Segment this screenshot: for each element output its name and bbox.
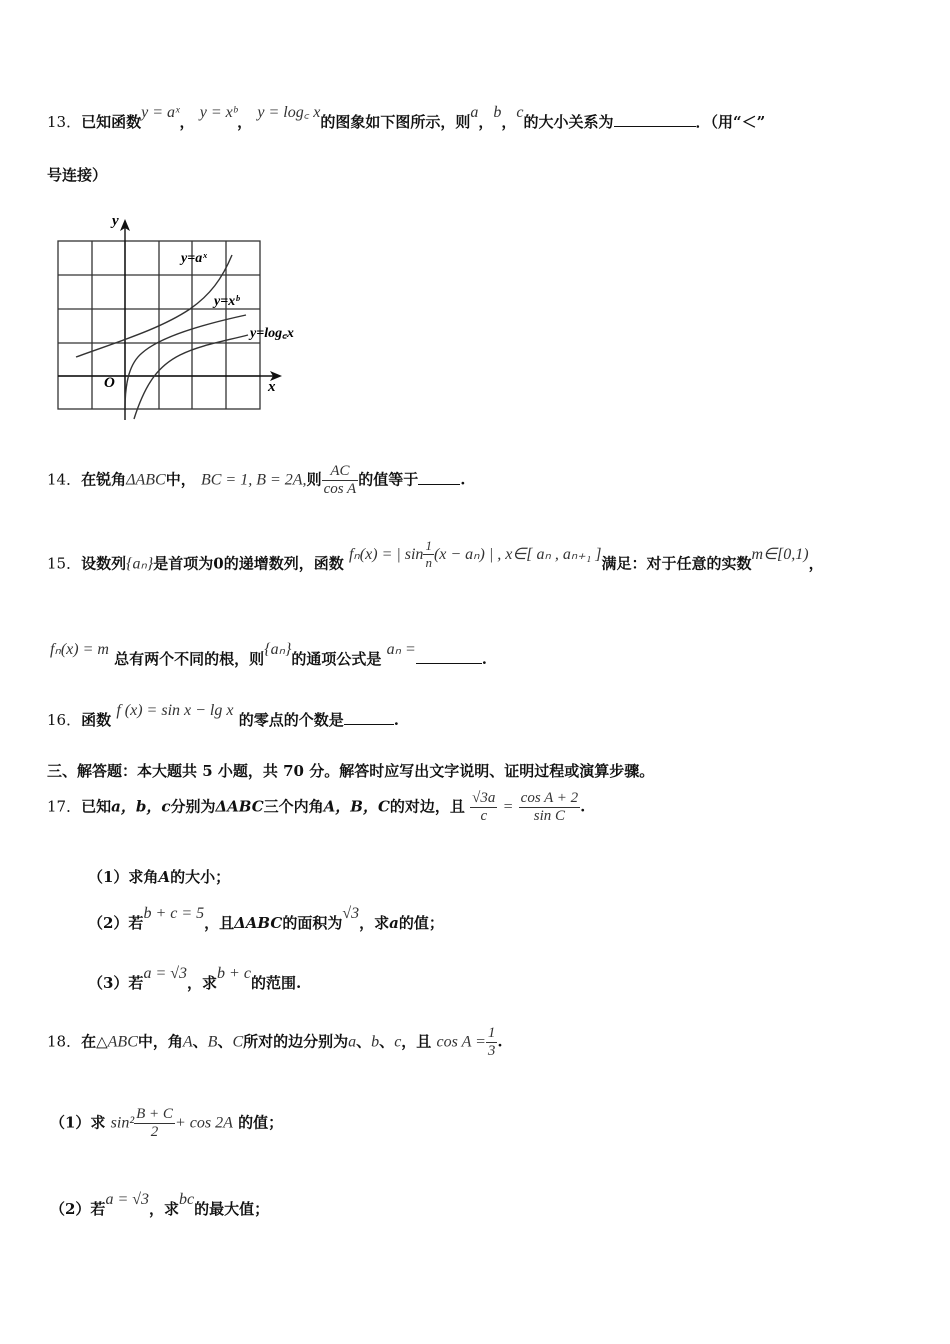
frac-bottom: c [470,807,497,825]
q18-text: . [497,1032,503,1051]
q18-p1-sin: sin² [110,1114,135,1132]
curve-exp [76,255,232,357]
q13-sep: ， [237,113,253,131]
q17-p2-text: ，求 [359,914,390,932]
frac-top: cos A + 2 [520,790,579,806]
q15-an: aₙ = [386,641,416,658]
q14-condition: BC = 1, B = 2A, [200,471,307,489]
q17-p3-expr: b + c [217,965,251,982]
q18-p2-text: 的最大值； [194,1200,270,1218]
q17-part3 [88,965,302,993]
q15-text: . [481,650,488,668]
q15-line1 [47,538,824,581]
q18-sep: 、 [379,1032,395,1051]
q15-text: 设数列 [81,554,127,573]
q17-number: 17． [47,797,82,816]
q17-rhs-fraction [519,790,581,825]
q17-lhs-fraction [470,790,497,825]
q15-text: 满足：对于任意的实数 [601,554,752,573]
q17-text: 分别为 [170,797,216,816]
q13-text: 的图象如下图所示，则 [320,113,471,131]
q18-text: 中，角 [137,1032,183,1051]
q18-triangle: ABC [107,1033,138,1051]
q15-m-range: m∈[0,1) [751,545,809,563]
q16-line [47,702,399,730]
q17-p1-A: A [158,868,171,886]
q18-a: a [348,1033,357,1051]
q15-function: fₙ(x) = | sin [348,545,424,563]
q17-vars: a，b，c [111,797,171,816]
q16-number: 16． [47,711,82,729]
q15-number: 15． [47,554,82,573]
q17-p2-text: 的值； [398,914,444,932]
q17-p3-label: （3）若 [88,974,144,992]
q18-A: A [182,1033,193,1051]
q17-p1-text: 的大小； [170,868,231,886]
q16-function: f (x) = sin x − lg x [116,702,234,719]
frac-bottom: cos A [323,481,357,497]
q16-text: . [393,711,399,729]
label-log: y=log꜀x [250,326,294,341]
q15-function-rest: (x − aₙ) | , x∈[ aₙ , aₙ₊₁ ] [433,545,602,563]
q15-sequence: {aₙ} [264,641,292,658]
x-axis-label: x [268,379,276,395]
q14-text: 中， [165,470,196,489]
q16-text: 函数 [81,711,112,729]
function-graph [50,205,315,425]
q16-text: 的零点的个数是 [238,711,344,729]
q17-text: . [580,797,586,816]
q14-triangle: ΔABC [126,471,166,489]
frac-top: 1 [487,1025,496,1041]
frac-bottom: 3 [487,1043,496,1059]
q17-line [47,790,585,825]
q18-sep: 、 [356,1032,372,1051]
answer-blank [614,114,696,127]
q17-p3-text: ，求 [187,974,218,992]
q13-var-b: b [493,104,502,121]
q17-p2-area: √3 [342,905,360,922]
q15-text: 是首项为 [153,554,214,573]
q18-c: c [394,1033,402,1051]
grid [58,241,260,409]
q18-number: 18． [47,1032,82,1051]
q14-text: 的值等于 [358,470,419,489]
q17-text: 三个内角 [263,797,324,816]
frac-bottom: sin C [519,807,581,825]
q17-p2-text: 的面积为 [282,914,343,932]
section-heading: 三、解答题：本大题共 5 小题，共 70 分。解答时应写出文字说明、证明过程或演算步骤。 [47,762,655,780]
q14-line [47,463,465,498]
q13-sep: ， [501,113,517,131]
q17-text: 的对边，且 [389,797,465,816]
q14-text: 在锐角 [81,470,127,489]
q17-text: 已知 [81,797,112,816]
q17-p2-triangle: ΔABC [234,914,283,932]
q18-condition: cos A = [436,1033,486,1051]
q13-var-c: c [516,104,524,121]
q15-equation: fₙ(x) = m [50,641,109,658]
q17-equals: = [502,798,514,816]
q17-part1 [88,866,230,887]
q13-func-exp: y = aˣ [141,104,180,121]
origin-label: O [104,375,115,391]
q15-sequence: {aₙ} [126,555,154,573]
q13-text: 已知函数 [81,113,142,131]
q13-text: “＜” [733,113,766,131]
q17-triangle: ΔABC [215,797,264,816]
answer-blank [418,472,460,485]
q17-p2-a: a [389,914,399,932]
q15-text: ， [808,554,824,573]
q18-text: 在△ [81,1032,108,1051]
label-pow: y=xᵇ [214,294,240,309]
q18-p1-rest: + cos 2A [174,1114,233,1132]
frac-bottom: n [425,555,432,570]
q17-p3-text: 的范围. [250,974,302,992]
q18-part2 [50,1191,270,1219]
q17-angles: A，B，C [323,797,390,816]
q14-text: . [460,470,466,489]
q15-text: 总有两个不同的根，则 [114,650,265,668]
q13-text: 的大小关系为 [523,113,614,131]
label-exp: y=aˣ [181,251,207,266]
q13-sep: ， [179,113,195,131]
answer-blank [416,651,482,664]
q13-var-a: a [470,104,479,121]
q17-part2 [88,905,444,933]
q18-B: B [207,1033,218,1051]
q18-b: b [371,1033,380,1051]
q18-p1-label: （1）求 [50,1113,106,1132]
q18-fraction [486,1025,498,1060]
q14-number: 14． [47,470,82,489]
answer-blank [344,712,394,725]
q13-number: 13． [47,113,82,131]
q13-sep: ， [478,113,494,131]
q18-sep: 、 [192,1032,208,1051]
frac-bottom: 2 [134,1123,175,1141]
q17-p1-label: （1）求角 [88,868,159,886]
q18-p1-fraction [134,1106,175,1141]
q13-func-log: y = log꜀ x [257,104,321,121]
q15-text: 的递增数列，函数 [223,554,344,573]
q18-p1-text: 的值； [238,1113,284,1132]
q14-text: 则 [306,470,322,489]
q17-p2-label: （2）若 [88,914,144,932]
q18-C: C [232,1033,244,1051]
curve-log [134,335,248,419]
q18-p2-condition: a = √3 [105,1191,150,1208]
q15-line2 [50,641,488,669]
q18-part1 [50,1106,283,1141]
frac-top: B + C [136,1106,173,1122]
q17-p3-condition: a = √3 [143,965,188,982]
q15-zero: 0 [213,554,224,573]
y-axis-label: y [112,213,119,229]
q18-p2-text: ，求 [149,1200,180,1218]
q17-p2-condition: b + c = 5 [143,905,205,922]
q15-text: 的通项公式是 [291,650,382,668]
q13-line1 [47,104,766,132]
q14-fraction [322,463,359,498]
q13-func-pow: y = xᵇ [199,104,238,121]
q18-text: 所对的边分别为 [243,1032,349,1051]
frac-top: 1 [425,538,432,553]
q18-sep: 、 [217,1032,233,1051]
q13-line2: 号连接） [47,166,108,184]
q15-fraction [423,538,434,571]
q18-line [47,1025,503,1060]
q18-p2-bc: bc [179,1191,195,1208]
q18-p2-label: （2）若 [50,1200,106,1218]
frac-top: AC [330,463,350,479]
q17-p2-text: ，且 [204,914,235,932]
frac-top: √3a [472,790,496,806]
q18-text: ，且 [401,1032,432,1051]
q13-text: ．（用 [695,113,734,131]
